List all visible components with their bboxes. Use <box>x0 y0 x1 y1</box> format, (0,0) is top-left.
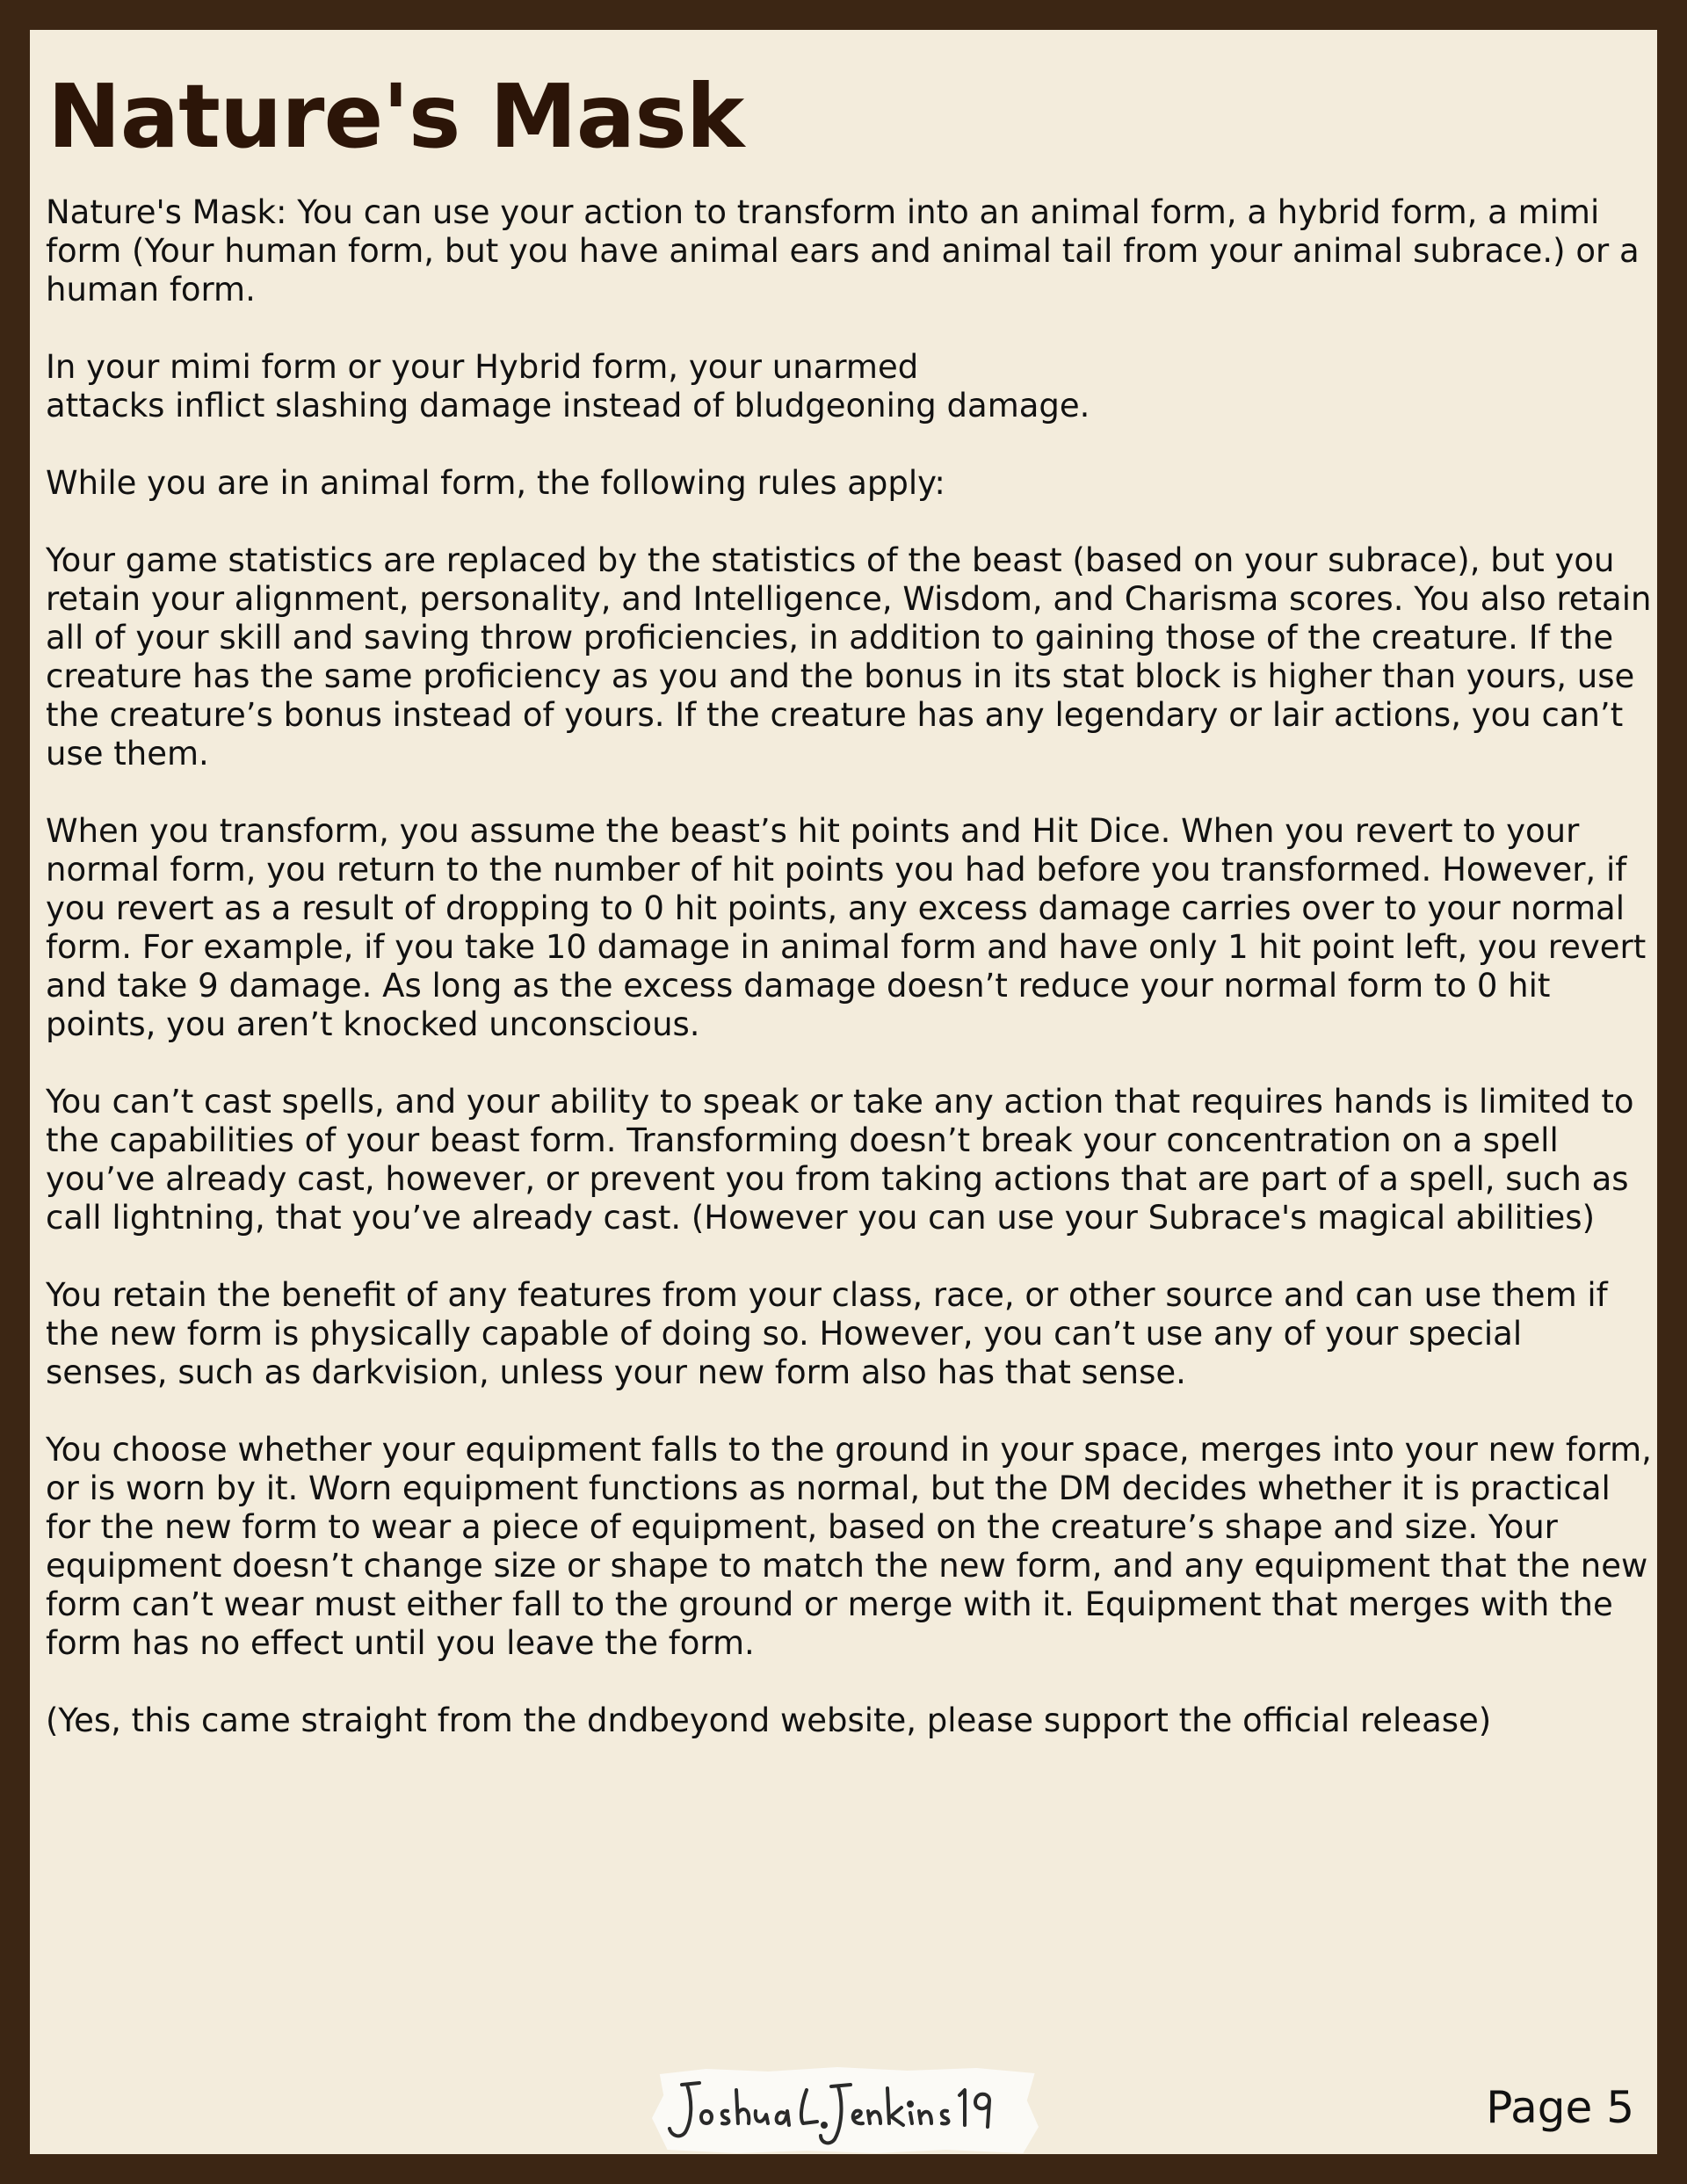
paragraph-source-note <box>46 1701 1652 1740</box>
paragraph-hit-points <box>46 812 1652 1044</box>
paragraph-intro <box>46 193 1652 309</box>
paragraph-animal-form-rules <box>46 464 1652 503</box>
document-page <box>30 30 1657 2154</box>
page-title: Nature's Mask <box>47 65 744 168</box>
signature-image <box>652 2065 1039 2153</box>
handwritten-signature <box>652 2065 1039 2153</box>
paragraph-hit-points-line: When you transform, you assume the beast’s hit points and Hit Dice. When you revert to your normal form, you return to the number of hit points you had before you transformed. However, if you revert as a result of dropping to 0 hit points, any excess damage carries over to your normal form. For example, if you take 10 damage in animal form and have only 1 hit point left, you revert and take 9 damage. As long as the excess damage doesn’t reduce your normal form to 0 hit points, you aren’t knocked unconscious. <box>46 812 1647 1043</box>
paragraph-unarmed-line-1: In your mimi form or your Hybrid form, your unarmed <box>46 348 919 386</box>
page-number: Page 5 <box>1486 2082 1634 2133</box>
paragraph-intro-line: Nature's Mask: You can use your action to transform into an animal form, a hybrid form, a mimi form (Your human form, but you have animal ears and animal tail from your animal subrace.) or a human form. <box>46 193 1640 308</box>
paragraph-game-statistics-line: Your game statistics are replaced by the statistics of the beast (based on your subrace), but you retain your alignment, personality, and Intelligence, Wisdom, and Charisma scores. You also retain all of your skill and saving throw proficiencies, in addition to gaining those of the creature. If the creature has the same proficiency as you and the bonus in its stat block is higher than yours, use the creature’s bonus instead of yours. If the creature has any legendary or lair actions, you can’t use them. <box>46 541 1652 773</box>
paragraph-features-line: You retain the benefit of any features from your class, race, or other source and can use them if the new form is physically capable of doing so. However, you can’t use any of your special senses, such as darkvision, unless your new form also has that sense. <box>46 1276 1608 1391</box>
paragraph-unarmed-attacks <box>46 348 1652 425</box>
paragraph-game-statistics <box>46 541 1652 773</box>
paragraph-unarmed-line-2: attacks inflict slashing damage instead of bludgeoning damage. <box>46 387 1090 424</box>
paragraph-source-note-line: (Yes, this came straight from the dndbeyond website, please support the official release) <box>46 1701 1492 1739</box>
paragraph-spellcasting-line: You can’t cast spells, and your ability to speak or take any action that requires hands is limited to the capabilities of your beast form. Transforming doesn’t break your concentration on a spell you’ve already cast, however, or prevent you from taking actions that are part of a spell, such as call lightning, that you’ve already cast. (However you can use your Subrace's magical abilities) <box>46 1083 1634 1237</box>
body-text <box>46 193 1652 1779</box>
paragraph-features <box>46 1276 1652 1392</box>
paragraph-equipment-line: You choose whether your equipment falls to the ground in your space, merges into your new form, or is worn by it. Worn equipment functions as normal, but the DM decides whether it is practical for the new form to wear a piece of equipment, based on the creature’s shape and size. Your equipment doesn’t change size or shape to match the new form, and any equipment that the new form can’t wear must either fall to the ground or merge with it. Equipment that merges with the form has no effect until you leave the form. <box>46 1431 1652 1662</box>
paragraph-spellcasting <box>46 1083 1652 1237</box>
paragraph-animal-form-line: While you are in animal form, the following rules apply: <box>46 464 945 502</box>
paragraph-equipment <box>46 1431 1652 1663</box>
